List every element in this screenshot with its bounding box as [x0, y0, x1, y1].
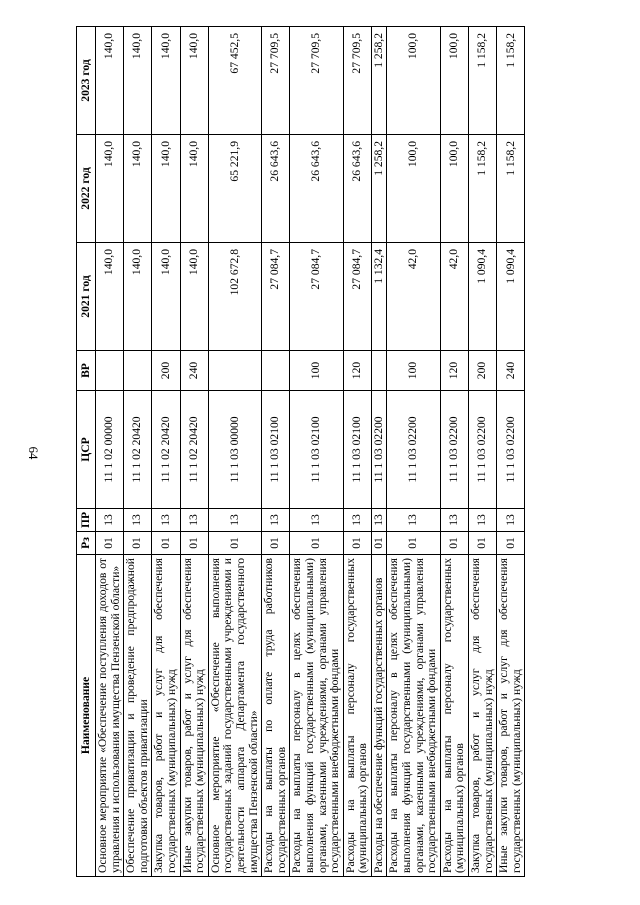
cell-pr: 13: [497, 509, 525, 532]
cell-vr: [262, 351, 290, 391]
cell-name: Основное мероприятие «Обеспечение поступления доходов от управления и использования имущества Пензенской области»: [96, 555, 124, 877]
table-row: [371, 27, 387, 877]
cell-pr: 13: [469, 509, 497, 532]
table-row: [262, 27, 290, 877]
cell-2023: 100,0: [387, 27, 440, 135]
cell-rz: 01: [208, 532, 261, 555]
header-pr: ПР: [77, 509, 96, 532]
header-csr: ЦСР: [77, 391, 96, 509]
cell-csr: 11 1 02 20420: [152, 391, 180, 509]
cell-2021: 102 672,8: [208, 243, 261, 351]
cell-csr: 11 1 03 02100: [262, 391, 290, 509]
cell-rz: 01: [96, 532, 124, 555]
cell-csr: 11 1 03 02200: [387, 391, 440, 509]
rotated-table-container: [76, 27, 581, 877]
cell-name: Основное мероприятие «Обеспечение выполнения государственных заданий государственными учреждениями и деятельности аппарата Департамента государственного имущества Пензенской области»: [208, 555, 261, 877]
cell-2022: 140,0: [124, 135, 152, 243]
page-number: 64: [26, 446, 41, 460]
cell-name: Расходы на выплаты персоналу в целях обеспечения выполнения функций государственными (муниципальными) органами, казенными учреждениями, органами управления государственными внебюджетными фондами: [387, 555, 440, 877]
cell-csr: 11 1 03 02200: [469, 391, 497, 509]
cell-2022: 26 643,6: [343, 135, 371, 243]
cell-2021: 1 090,4: [497, 243, 525, 351]
cell-2022: 1 158,2: [497, 135, 525, 243]
cell-2021: 27 084,7: [290, 243, 343, 351]
cell-2021: 42,0: [440, 243, 468, 351]
budget-table: [76, 26, 525, 877]
cell-2023: 67 452,5: [208, 27, 261, 135]
cell-rz: 01: [152, 532, 180, 555]
cell-csr: 11 1 03 02100: [343, 391, 371, 509]
cell-2021: 1 090,4: [469, 243, 497, 351]
table-row: [387, 27, 440, 877]
cell-2022: 65 221,9: [208, 135, 261, 243]
cell-csr: 11 1 02 00000: [96, 391, 124, 509]
cell-2021: 140,0: [152, 243, 180, 351]
cell-name: Обеспечение приватизации и проведение предпродажной подготовки объектов приватизации: [124, 555, 152, 877]
cell-rz: 01: [180, 532, 208, 555]
cell-name: Иные закупки товаров, работ и услуг для обеспечения государственных (муниципальных) нужд: [180, 555, 208, 877]
cell-csr: 11 1 03 00000: [208, 391, 261, 509]
cell-vr: 120: [343, 351, 371, 391]
cell-rz: 01: [440, 532, 468, 555]
table-row: [469, 27, 497, 877]
cell-pr: 13: [262, 509, 290, 532]
cell-2021: 140,0: [180, 243, 208, 351]
header-2023: 2023 год: [77, 27, 96, 135]
table-row: [343, 27, 371, 877]
cell-rz: 01: [262, 532, 290, 555]
cell-name: Расходы на выплаты персоналу в целях обеспечения выполнения функций государственными (муниципальными) органами, казенными учреждениями, органами управления государственными внебюджетными фондами: [290, 555, 343, 877]
cell-2021: 27 084,7: [262, 243, 290, 351]
cell-2023: 140,0: [152, 27, 180, 135]
cell-name: Расходы на выплаты по оплате труда работников государственных органов: [262, 555, 290, 877]
header-rz: Рз: [77, 532, 96, 555]
table-row: [96, 27, 124, 877]
cell-2022: 140,0: [96, 135, 124, 243]
cell-2023: 140,0: [96, 27, 124, 135]
cell-2023: 1 158,2: [469, 27, 497, 135]
cell-vr: [124, 351, 152, 391]
cell-name: Расходы на выплаты персоналу государственных (муниципальных) органов: [343, 555, 371, 877]
cell-2022: 1 258,2: [371, 135, 387, 243]
cell-pr: 13: [290, 509, 343, 532]
cell-2022: 140,0: [180, 135, 208, 243]
cell-vr: 240: [180, 351, 208, 391]
cell-2023: 1 158,2: [497, 27, 525, 135]
cell-rz: 01: [290, 532, 343, 555]
cell-name: Расходы на обеспечение функций государственных органов: [371, 555, 387, 877]
table-row: [440, 27, 468, 877]
cell-name: Расходы на выплаты персоналу государственных (муниципальных) органов: [440, 555, 468, 877]
header-2022: 2022 год: [77, 135, 96, 243]
cell-vr: 240: [497, 351, 525, 391]
cell-2023: 1 258,2: [371, 27, 387, 135]
cell-2022: 26 643,6: [262, 135, 290, 243]
cell-2021: 140,0: [96, 243, 124, 351]
cell-vr: 200: [469, 351, 497, 391]
cell-pr: 13: [124, 509, 152, 532]
cell-vr: 100: [290, 351, 343, 391]
cell-vr: 200: [152, 351, 180, 391]
table-row: [497, 27, 525, 877]
cell-pr: 13: [180, 509, 208, 532]
cell-2021: 42,0: [387, 243, 440, 351]
cell-vr: [371, 351, 387, 391]
table-row: [152, 27, 180, 877]
cell-pr: 13: [387, 509, 440, 532]
cell-vr: 120: [440, 351, 468, 391]
cell-csr: 11 1 03 02200: [371, 391, 387, 509]
cell-2023: 100,0: [440, 27, 468, 135]
cell-name: Иные закупки товаров, работ и услуг для обеспечения государственных (муниципальных) нужд: [497, 555, 525, 877]
cell-rz: 01: [343, 532, 371, 555]
table-body: [96, 27, 525, 877]
cell-rz: 01: [371, 532, 387, 555]
cell-csr: 11 1 02 20420: [180, 391, 208, 509]
cell-csr: 11 1 03 02200: [497, 391, 525, 509]
cell-2022: 100,0: [440, 135, 468, 243]
cell-pr: 13: [343, 509, 371, 532]
cell-vr: 100: [387, 351, 440, 391]
cell-2023: 27 709,5: [343, 27, 371, 135]
header-name: Наименование: [77, 555, 96, 877]
cell-2023: 140,0: [124, 27, 152, 135]
cell-csr: 11 1 02 20420: [124, 391, 152, 509]
cell-pr: 13: [96, 509, 124, 532]
table-row: [124, 27, 152, 877]
header-2021: 2021 год: [77, 243, 96, 351]
cell-csr: 11 1 03 02100: [290, 391, 343, 509]
cell-pr: 13: [440, 509, 468, 532]
cell-name: Закупка товаров, работ и услуг для обеспечения государственных (муниципальных) нужд: [152, 555, 180, 877]
cell-2022: 140,0: [152, 135, 180, 243]
cell-vr: [208, 351, 261, 391]
cell-2021: 27 084,7: [343, 243, 371, 351]
table-header-row: [77, 27, 96, 877]
cell-2023: 140,0: [180, 27, 208, 135]
cell-2022: 26 643,6: [290, 135, 343, 243]
table-row: [180, 27, 208, 877]
cell-pr: 13: [208, 509, 261, 532]
cell-name: Закупка товаров, работ и услуг для обеспечения государственных (муниципальных) нужд: [469, 555, 497, 877]
cell-rz: 01: [497, 532, 525, 555]
cell-pr: 13: [152, 509, 180, 532]
cell-rz: 01: [124, 532, 152, 555]
cell-2021: 140,0: [124, 243, 152, 351]
cell-rz: 01: [469, 532, 497, 555]
cell-2022: 1 158,2: [469, 135, 497, 243]
header-vr: ВР: [77, 351, 96, 391]
cell-vr: [96, 351, 124, 391]
cell-2022: 100,0: [387, 135, 440, 243]
cell-rz: 01: [387, 532, 440, 555]
cell-2021: 1 132,4: [371, 243, 387, 351]
cell-pr: 13: [371, 509, 387, 532]
cell-2023: 27 709,5: [290, 27, 343, 135]
table-row: [208, 27, 261, 877]
cell-csr: 11 1 03 02200: [440, 391, 468, 509]
table-row: [290, 27, 343, 877]
cell-2023: 27 709,5: [262, 27, 290, 135]
